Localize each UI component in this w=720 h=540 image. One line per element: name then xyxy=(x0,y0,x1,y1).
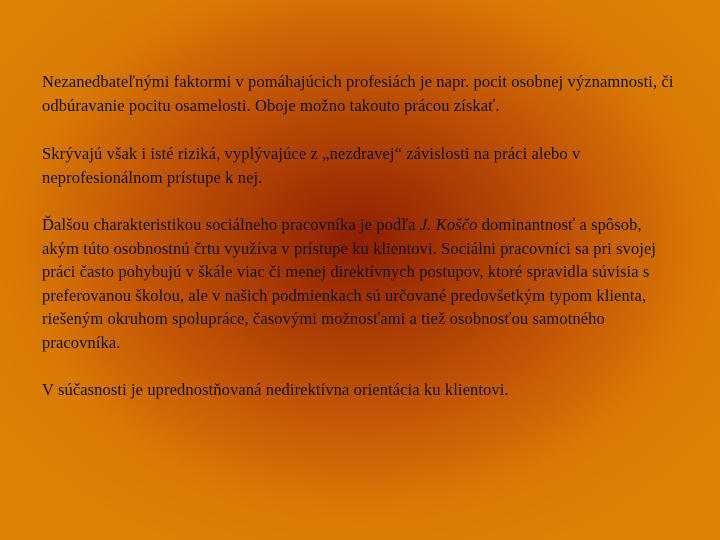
author-citation: J. Koščo xyxy=(419,215,478,234)
paragraph-text: V súčasnosti je uprednostňovaná nedirektívna orientácia ku klientovi. xyxy=(42,380,509,399)
slide-content xyxy=(42,70,678,402)
paragraph-text-before: Ďalšou charakteristikou sociálneho pracovníka je podľa xyxy=(42,215,420,234)
paragraph-nondirective-orientation xyxy=(42,378,678,402)
paragraph-social-worker-characteristics xyxy=(42,213,678,354)
paragraph-risks xyxy=(42,142,678,189)
paragraph-text: Skrývajú však i isté riziká, vyplývajúce z „nezdravej“ závislosti na práci alebo v neprofesionálnom prístupe k nej. xyxy=(42,144,581,187)
paragraph-professional-factors xyxy=(42,70,678,117)
paragraph-text: Nezanedbateľnými faktormi v pomáhajúcich profesiách je napr. pocit osobnej významnosti, či odbúravanie pocitu osamelosti. Oboje možno takouto prácou získať. xyxy=(42,72,674,115)
paragraph-text-after: dominantnosť a spôsob, akým túto osobnostnú črtu využíva v prístupe ku klientovi. Sociálni pracovníci sa pri svojej práci často pohybujú v škále viac či menej direktívnych postupov, ktoré spravidla súvisia s preferovanou školou, ale v našich podmienkach sú určované predovšetkým typom klienta, riešeným okruhom spolupráce, časovými možnosťami a tiež osobnosťou samotného pracovníka. xyxy=(42,215,657,352)
